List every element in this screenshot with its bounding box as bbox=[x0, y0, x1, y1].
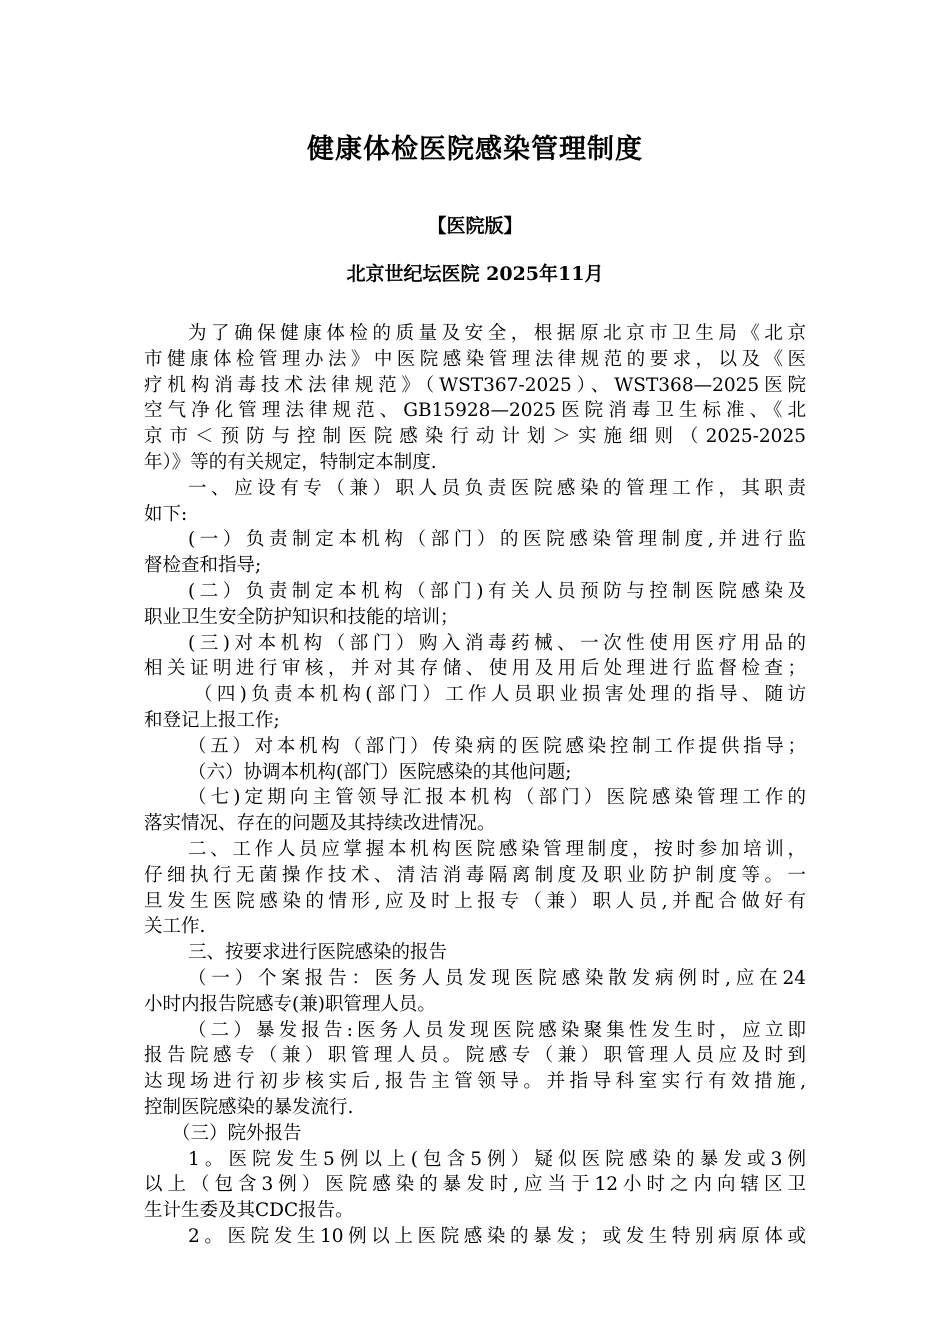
body-line: 1。医院发生5例以上(包含5例）疑似医院感染的暴发或3例 bbox=[188, 1148, 806, 1170]
body-line: 如下: bbox=[144, 503, 188, 525]
body-line: 2。医院发生10例以上医院感染的暴发；或发生特别病原体或 bbox=[188, 1225, 806, 1247]
body-line: 仔细执行无菌操作技术、清洁消毒隔离制度及职业防护制度等。一 bbox=[144, 864, 806, 886]
body-line: 生计生委及其CDC报告。 bbox=[144, 1200, 354, 1222]
body-line: 达现场进行初步核实后,报告主管领导。并指导科室实行有效措施, bbox=[144, 1071, 806, 1093]
body-line: 一、应设有专（兼）职人员负责医院感染的管理工作，其职责 bbox=[188, 477, 806, 499]
body-line: 报告院感专（兼）职管理人员。院感专（兼）职管理人员应及时到 bbox=[144, 1045, 806, 1067]
body-line: 年）》等的有关规定，特制定本制度. bbox=[144, 451, 437, 473]
body-line: 督检查和指导; bbox=[144, 555, 262, 577]
body-line: 三、按要求进行医院感染的报告 bbox=[188, 942, 448, 964]
body-line: 疗机构消毒技术法律规范》（WST367-2025）、WST368—2025医院 bbox=[144, 374, 806, 396]
body-line: （二）暴发报告:医务人员发现医院感染聚集性发生时，应立即 bbox=[188, 1019, 806, 1041]
body-line: 二、工作人员应掌握本机构医院感染管理制度，按时参加培训， bbox=[188, 838, 806, 860]
body-line: 和登记上报工作; bbox=[144, 709, 280, 731]
body-line: 小时内报告院感专(兼)职管理人员。 bbox=[144, 993, 436, 1015]
body-line: (一）负责制定本机构（部门）的医院感染管理制度,并进行监 bbox=[188, 529, 806, 551]
body-line: 控制医院感染的暴发流行. bbox=[144, 1096, 354, 1118]
organization-date: 北京世纪坛医院 2025年11月 bbox=[346, 263, 604, 285]
edition-label: 【医院版】 bbox=[427, 215, 523, 237]
body-line: （七)定期向主管领导汇报本机构（部门）医院感染管理工作的 bbox=[188, 787, 806, 809]
document-body bbox=[144, 321, 806, 1250]
body-line: （一）个案报告：医务人员发现医院感染散发病例时,应在24 bbox=[188, 967, 806, 989]
document-title: 健康体检医院感染管理制度 bbox=[307, 134, 643, 165]
body-line: 落实情况、存在的问题及其持续改进情况。 bbox=[144, 813, 496, 835]
body-line: 京市＜预防与控制医院感染行动计划＞实施细则（2025-2025 bbox=[144, 426, 806, 448]
body-line: 市健康体检管理办法》中医院感染管理法律规范的要求，以及《医 bbox=[144, 348, 806, 370]
body-line: 以上（包含3例）医院感染的暴发时,应当于12小时之内向辖区卫 bbox=[144, 1174, 806, 1196]
body-line: （三）院外报告 bbox=[172, 1122, 302, 1144]
body-line: （五）对本机构（部门）传染病的医院感染控制工作提供指导； bbox=[188, 735, 806, 757]
body-line: 旦发生医院感染的情形,应及时上报专（兼）职人员,并配合做好有 bbox=[144, 890, 806, 912]
body-line: 空气净化管理法律规范、GB15928—2025医院消毒卫生标准、《北 bbox=[144, 400, 806, 422]
body-line: (二）负责制定本机构（部门)有关人员预防与控制医院感染及 bbox=[188, 580, 806, 602]
body-line: 关工作. bbox=[144, 916, 206, 938]
body-line: 职业卫生安全防护知识和技能的培训； bbox=[144, 606, 459, 628]
body-line: (三)对本机构（部门）购入消毒药械、一次性使用医疗用品的 bbox=[188, 632, 806, 654]
body-line: （四)负责本机构(部门）工作人员职业损害处理的指导、随访 bbox=[194, 684, 806, 706]
body-line: 为了确保健康体检的质量及安全，根据原北京市卫生局《北京 bbox=[188, 323, 806, 344]
body-line: （六）协调本机构(部门）医院感染的其他问题; bbox=[188, 761, 572, 783]
body-line: 相关证明进行审核，并对其存储、使用及用后处理进行监督检查； bbox=[144, 658, 806, 680]
